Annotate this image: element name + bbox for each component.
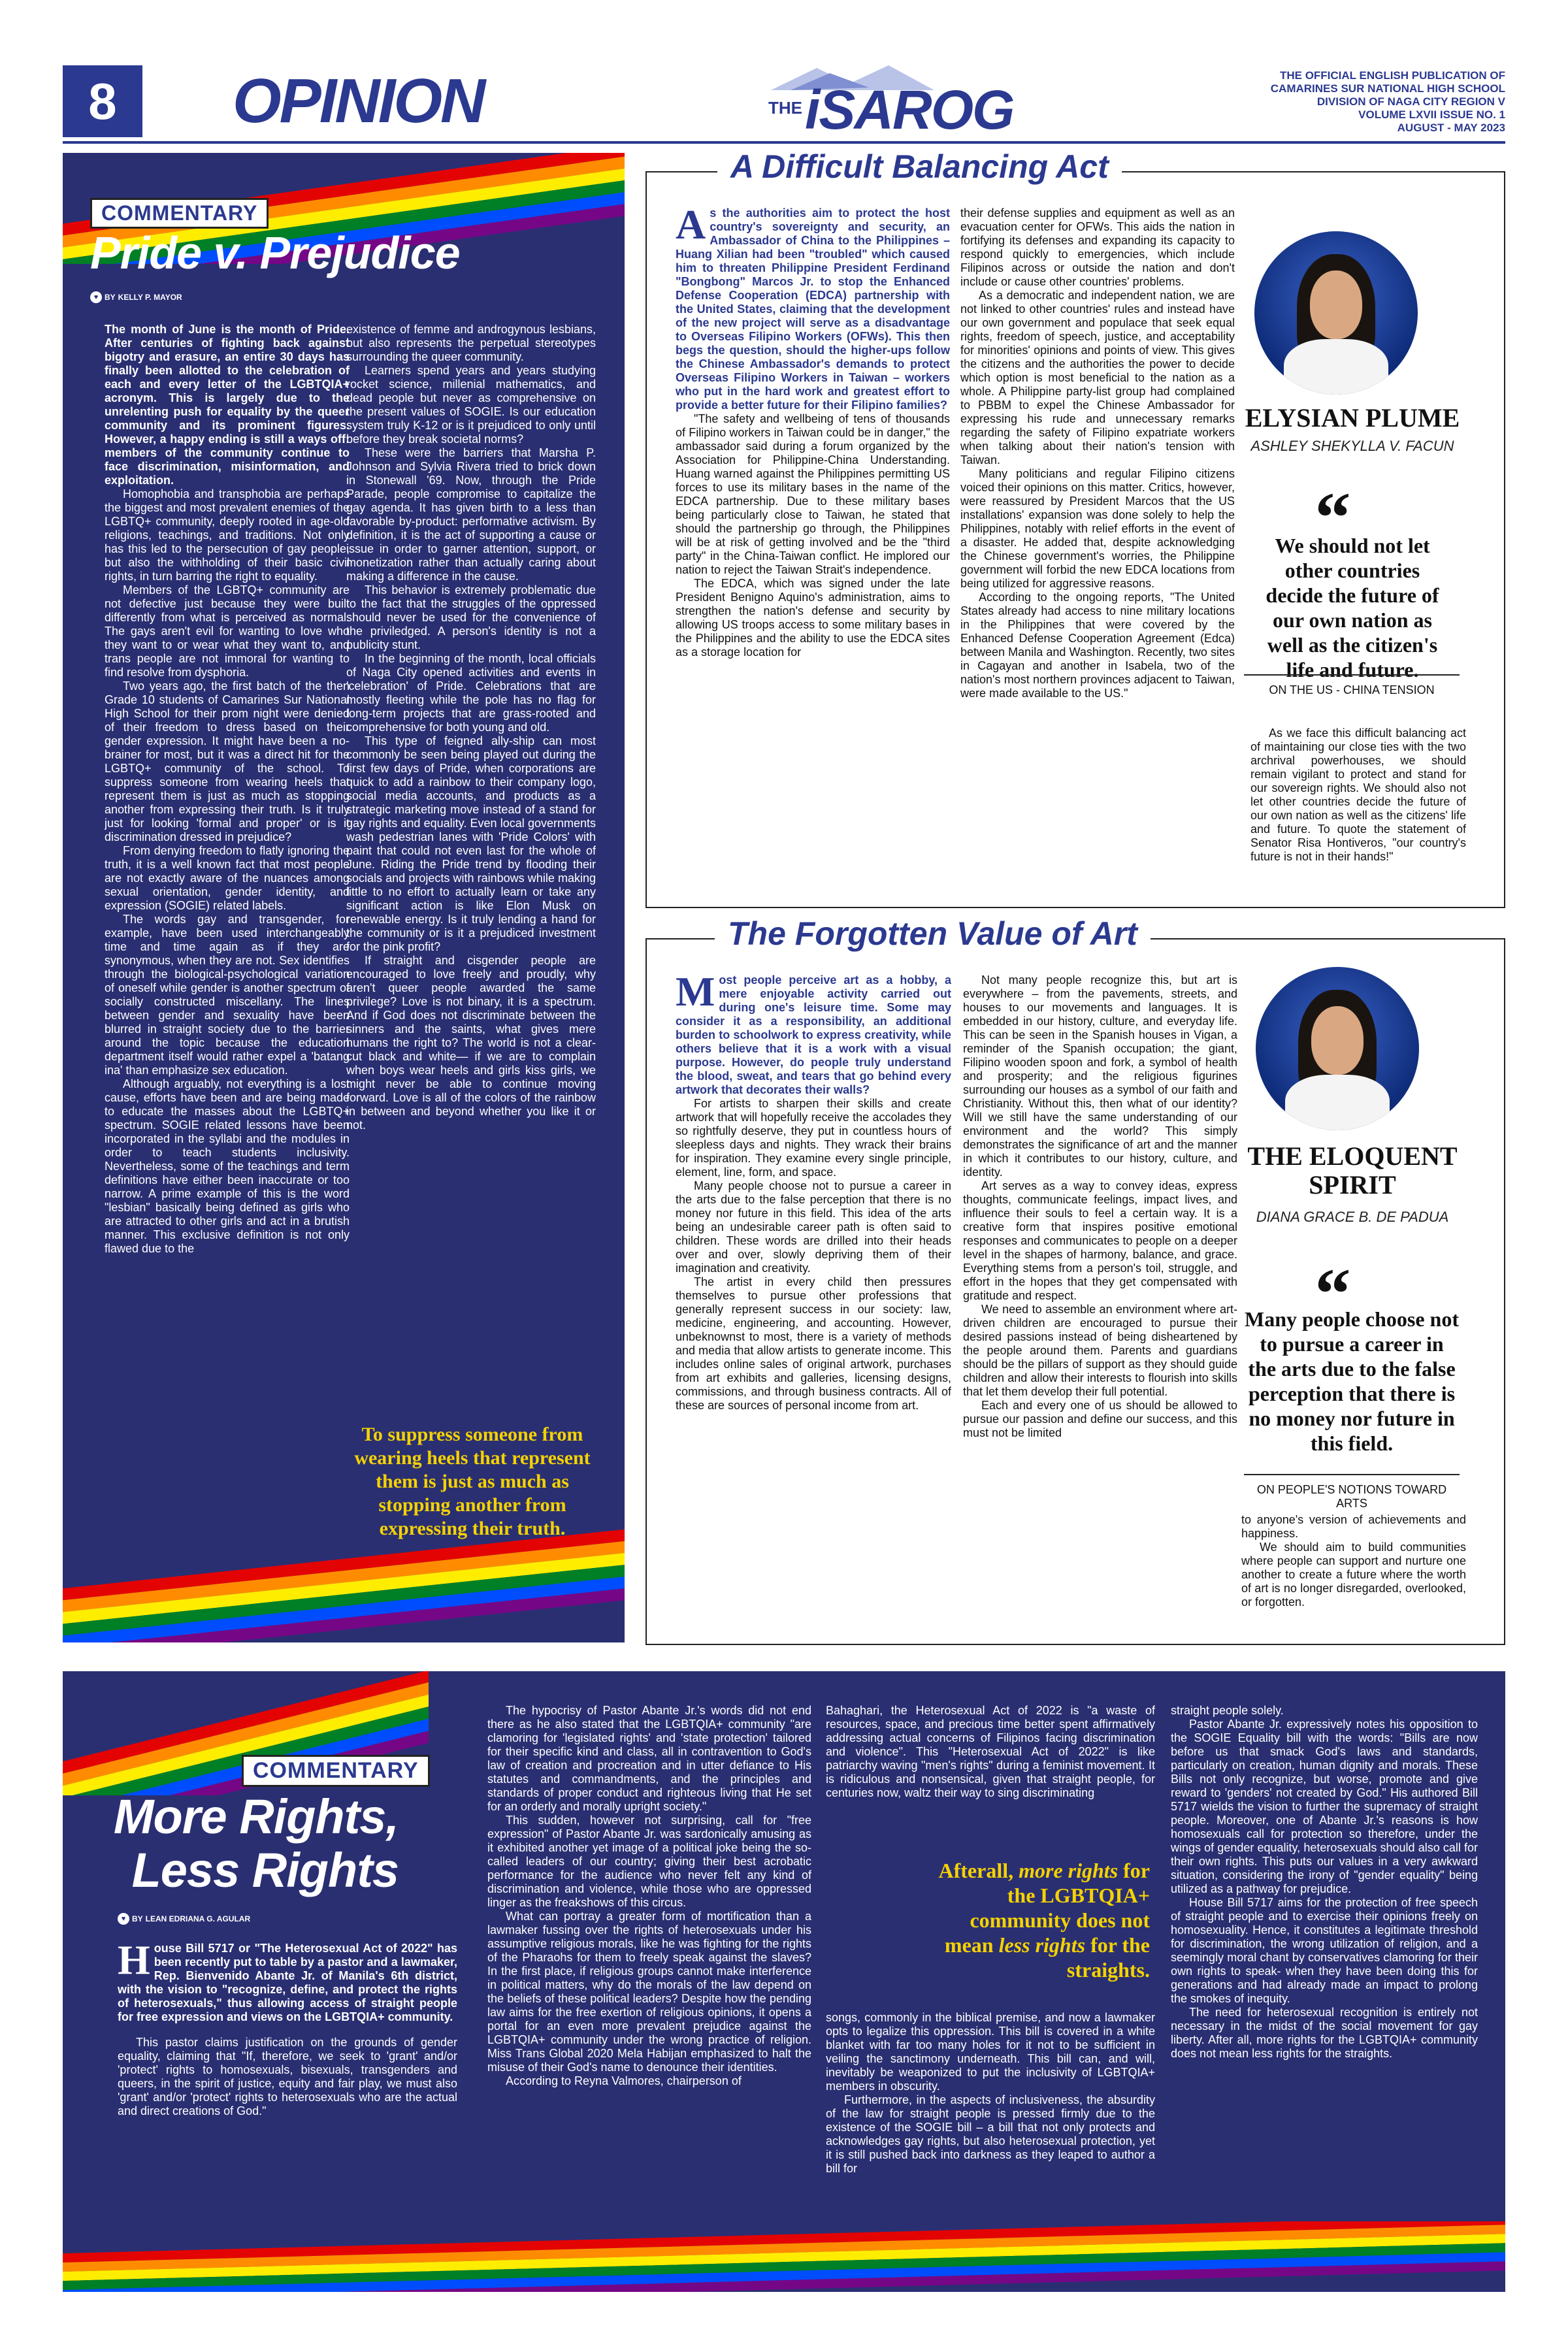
paragraph: As we face this difficult balancing act of maintaining our close ties with the two archrival powerhouses, we should remain vigilant to protect and stand for our sovereign rights. We should also not let other countries decide the future of our own nation as well as the citizens' life and future. To quote the statement of Senator Risa Hontiveros, "our country's future is not in their hands!"	[1250, 727, 1466, 863]
paragraph: their defense supplies and equipment as well as an evacuation center for OFWs. This aids the nation in fortifying its defenses and expanding its capacity to respond quickly to emergencies, which include Filipinos across or outside the nation and don't include or cause other countries' problems.	[960, 206, 1235, 288]
rights-column-2	[487, 1704, 811, 2220]
balance-column-1	[676, 206, 950, 899]
logo-the: THE	[768, 98, 802, 118]
paragraph: From denying freedom to flatly ignoring the truth, it is a well known fact that most people are not exactly aware of the nuances among sexual orientation, gender identity, and expression (SOGIE) related labels.	[105, 844, 350, 912]
rights-byline	[118, 1913, 250, 1925]
rainbow-bottom	[63, 2221, 1505, 2292]
paragraph: Many politicians and regular Filipino citizens voiced their opinions on this matter. Critics, however, were reassured by President Marcos that the US installations' expansion was done solely to help the Philippines, notably with relief efforts in the event of a disaster. He added that, despite acknowledging the Chinese government's worries, the Philippine government will forbid the new EDCA locations from being utilized for aggressive reasons.	[960, 467, 1235, 590]
rights-column-3b	[826, 2011, 1155, 2220]
art-column-2	[963, 973, 1237, 1637]
byline-author: KELLY P. MAYOR	[118, 293, 182, 302]
pub-line: THE OFFICIAL ENGLISH PUBLICATION OF	[1279, 69, 1505, 82]
logo-text: iSAROG	[805, 79, 1014, 140]
paragraph: existence of femme and androgynous lesbians, but also represents the perpetual stereotypes surrounding the queer community.	[346, 323, 596, 363]
pull-text: for the straights.	[1066, 1933, 1150, 1982]
paragraph: What can portray a greater form of mortification than a lawmaker fussing over the rights of heterosexuals under his assumptive religious morals, like he was fighting for the rights of the Pharaohs for them to freely speak against the slaves? In the first place, if religious groups cannot make interference in political matters, why do the morals of the law depend on the beliefs of these political leaders? Despite how the pending law aims for the free exertion of religious opinions, it opens a portal for an even more prevalent prejudice against the LGBTQIA+ community under the wrong practice of religion. Miss Trans Global 2020 Mela Habijan emphasized to halt the misuse of their God's name to denounce their identities.	[487, 1910, 811, 2074]
paragraph: Although arguably, not everything is a lost cause, efforts have been and are being made to educate the masses about the LGBTQ+ spectrum. SOGIE related lessons have been incorporated in the syllabi and the modules in order to teach students inclusivity. Nevertheless, some of the teachings and term definitions have either been inaccurate or too narrow. A prime example of this is the word "lesbian" basically being defined as girls who are attracted to other girls and act in a brutish manner. This exclusive definition is not only flawed due to the	[105, 1077, 350, 1255]
pull-emphasis: more rights	[1019, 1859, 1119, 1882]
quote-label: ON PEOPLE'S NOTIONS TOWARD ARTS	[1256, 1483, 1447, 1510]
paragraph: "The safety and wellbeing of tens of thousands of Filipino workers in Taiwan could be in danger," the ambassador said during a forum organized by the Association for Philippine-China Understanding. Huang warned against the Philippines permitting US forces to use its military bases in the name of the EDCA partnership. Due to these military bases being particularly close to Taiwan, he stated that should the partnership go through, the Philippines will be at risk of getting involved and be the "third party" in the China-Taiwan conflict. He implored our nation to reject the Taiwan Strait's independence.	[676, 412, 950, 576]
pub-line: DIVISION OF NAGA CITY REGION V	[1316, 95, 1505, 108]
commentary-tag: COMMENTARY	[242, 1755, 430, 1787]
paragraph: songs, commonly in the biblical premise, and now a lawmaker opts to legalize this oppression. This bill is covered in a white blanket with far too many holes for it not to be sufficient in veiling the sanctimony underneath. This bill can, and will, inevitably be weaponized to put the inclusivity of LGBTQIA+ members in obscurity.	[826, 2011, 1155, 2093]
balance-column-3	[1250, 727, 1466, 903]
paragraph: straight people solely.	[1171, 1704, 1284, 1717]
paragraph: We need to assemble an environment where art-driven children are encouraged to pursue their desired passions instead of being disheartened by the people around them. Parents and guardians should be the pillars of support as they should guide children and allow their interests to flourish into skills that let them develop their full potential.	[963, 1303, 1237, 1398]
paragraph: According to Reyna Valmores, chairperson of	[506, 2074, 742, 2087]
art-pull-quote: Many people choose not to pursue a career in the arts due to the false perception that there is no money nor future in this field.	[1245, 1307, 1459, 1455]
art-lead: ost people perceive art as a hobby, a mere enjoyable activity carried out during one's leisure time. Some may consider it as a responsibility, an additional burden to schoolwork to express creativity, while others believe that it is a work with a visual purpose. However, do people truly understand the blood, sweat, and tears that go behind every artwork that decorates their walls?	[676, 973, 951, 1096]
pride-column-2	[346, 323, 596, 1407]
pride-byline	[90, 291, 182, 303]
rights-lead: ouse Bill 5717 or "The Heterosexual Act of 2022" has been recently put to table by a pastor and a lawmaker, Rep. Bienvenido Abante Jr. of Manila's 6th district, with the vision to "recognize, define, and protect the rights of heterosexuals," thus allowing access of straight people for free expression and views on the LGBTQIA+ community.	[118, 1942, 457, 2023]
pull-text: Afterall,	[938, 1859, 1019, 1882]
pride-headline: Pride v. Prejudice	[90, 227, 460, 278]
paragraph: Two years ago, the first batch of the then Grade 10 students of Camarines Sur National High School for their prom night were denied of their freedom to dress based on their gender expression. It might have been a no-brainer for most, but it was a direct hit for the LGBTQ+ community of the school. To suppress someone from wearing heels that represent them is just as much as stopping another from expressing their truth. Is it truly just for looking 'formal and proper' or is it discrimination dressed in prejudice?	[105, 679, 350, 843]
columnist-author: ASHLEY SHEKYLLA V. FACUN	[1250, 438, 1454, 454]
columnist-name: ELYSIAN PLUME	[1245, 403, 1460, 433]
columnist-name: THE ELOQUENT SPIRIT	[1247, 1141, 1458, 1200]
balance-column-2	[960, 206, 1235, 899]
columnist-photo	[1256, 967, 1419, 1130]
paragraph: This sudden, however not surprising, call for "free expression" of Pastor Abante Jr. was sardonically amusing as it exhibited another yet image of a political joke being the so-called leaders of our country; giving their best acrobatic performance for the audience who never felt any kind of discrimination and violence, while those who are oppressed linger as the freakshows of this circus.	[487, 1814, 811, 1909]
pride-pull-quote: To suppress someone from wearing heels that represent them is just as much as stopping another from expressing their truth.	[354, 1424, 591, 1539]
paragraph: Pastor Abante Jr. expressively notes his opposition to the SOGIE Equality bill with the words: "Bills are now before us that smack God's laws and standards, particularly on creation, human dignity and morals. These Bills not only recognize, but worse, promote and give reward to 'genders' not created by God." His authored Bill 5717 wields the vision to further the supremacy of straight people. Moreover, one of Abante Jr.'s reasons is how homosexuals call for protection so therefore, under the wings of gender equality, heterosexuals should also call for their own rights. This puts our values in a very awkward situation, considering the irony of "gender equality" being utilized as a pathway for prejudice.	[1171, 1718, 1478, 1895]
rights-column-4	[1171, 1704, 1478, 2220]
pub-line: CAMARINES SUR NATIONAL HIGH SCHOOL	[1270, 82, 1505, 95]
columnist-photo	[1254, 231, 1418, 395]
paragraph: House Bill 5717 aims for the protection of free speech of straight people and to exercise their opinions freely on homosexuality. Hence, it constitutes a legitimate threshold for discrimination, the wrong utilization of religion, and a seemingly moral chant by conservatives clamoring for their own rights to speak- when they have been doing this for generations and had already made an impact to prolong the smokes of inequity.	[1171, 1896, 1478, 2005]
header-rule	[63, 141, 1505, 144]
pub-line: VOLUME LXVII ISSUE NO. 1	[1358, 108, 1505, 121]
paragraph: to anyone's version of achievements and happiness.	[1241, 1513, 1466, 1540]
quote-label: ON THE US - CHINA TENSION	[1269, 683, 1435, 696]
heart-icon: ♥	[90, 291, 102, 303]
paragraph: According to the ongoing reports, "The United States already had access to nine military locations in the Philippines that were covered by the Enhanced Defense Cooperation Agreement (Edca) between Manila and Washington. Recently, two sites in Cagayan and another in Isabela, two of the nation's most northern provinces adjacent to Taiwan, were made available to the US."	[960, 591, 1235, 700]
art-title: The Forgotten Value of Art	[715, 915, 1151, 953]
paragraph: Members of the LGBTQ+ community are not defective just because they were built differently from what is perceived as normal. The gays aren't evil for wanting to love who they want to or wear what they want to, and trans people are not immoral for wanting to find resolve from dysphoria.	[105, 583, 350, 679]
paragraph: In the beginning of the month, local officials of Naga City opened activities and events in 'celebration' of Pride. Celebrations that are mostly fleeting while the pole has no flag for long-term projects that are grass-rooted and comprehensive for both young and old.	[346, 652, 596, 734]
byline-prefix: BY	[105, 293, 116, 302]
heart-icon: ♥	[118, 1913, 129, 1925]
paragraph: The artist in every child then pressures themselves to pursue other professions that generally represent success in our society: law, medicine, engineering, and accounting. However, unbeknownst to most, there is a variety of methods and media that allow artists to generate income. This includes online sales of original artwork, purchases from art exhibits and galleries, licensing designs, commissions, and through business contracts. All of these are sources of personal income from art.	[676, 1275, 951, 1412]
paragraph: Homophobia and transphobia are perhaps the biggest and most prevalent enemies of the LGBTQ+ community, deeply rooted in age-old religions, teachings, and traditions. Not only has this led to the persecution of gay people, but also the withholding of their basic civil rights, in turn barring the right to equality.	[105, 487, 350, 583]
publication-info	[1271, 69, 1505, 135]
pull-emphasis: less rights	[998, 1933, 1086, 1957]
paragraph: Many people choose not to pursue a career in the arts due to the false perception that there is no money nor future in this field. This idea of the arts being an undesirable career path is often said to children. These words are drilled into their heads over and over, slowly depriving them of their imagination and creativity.	[676, 1179, 951, 1275]
pull-text: for the LGBTQIA+ community does not mean	[944, 1859, 1150, 1957]
paragraph: For artists to sharpen their skills and create artwork that will hopefully receive the accolades they so rightfully deserve, they put in countless hours of sleepless days and nights. They wrack their brains for inspiration. They examine every single principle, element, line, form, and space.	[676, 1097, 951, 1179]
pride-column-1	[105, 323, 350, 1629]
balance-pull-quote: We should not let other countries decide the future of our own nation as well as the citizen's life and future.	[1266, 534, 1439, 681]
page-number: 8	[63, 65, 142, 137]
rights-headline-line1: More Rights,	[113, 1789, 399, 1844]
paragraph: The EDCA, which was signed under the late President Benigno Aquino's administration, aims to strengthen the nation's defense and security by allowing US troops access to some military bases in the Philippines and the ability to use the EDCA sites as a storage location for	[676, 577, 950, 659]
byline-prefix: BY	[132, 1914, 143, 1923]
section-title: OPINION	[233, 66, 484, 136]
art-column-1	[676, 973, 951, 1637]
dropcap: M	[676, 973, 715, 1015]
paragraph: Art serves as a way to convey ideas, express thoughts, communicate feelings, impact lives, and influence their souls to feel a certain way. It is a creative form that inspires positive emotional responses and communicates to people on a deeper level in the shapes of harmony, balance, and grace. Everything stems from a person's toil, struggle, and effort in the hopes that they get compensated with gratitude and respect.	[963, 1179, 1237, 1302]
paragraph: This behavior is extremely problematic due to the fact that the struggles of the oppressed should never be used for the convenience of the priviledged. A person's identity is not a publicity stunt.	[346, 583, 596, 651]
quote-icon: “	[1315, 1254, 1351, 1333]
balance-lead: s the authorities aim to protect the host country's sovereignty and security, an Ambassador of China to the Philippines – Huang Xilian had been "troubled" which caused him to threaten Philippine President Ferdinand "Bongbong" Marcos Jr. to stop the Enhanced Defense Cooperation (EDCA) partnership with the United States, claiming that the development of the new project will serve as a disadvantage to Overseas Filipino Workers (OFWs). This then begs the question, should the higher-ups follow the Chinese Ambassador's demands to protect Overseas Filipino Workers in Taiwan – workers who put in the hard work and greatest effort to provide a better future for their Filipino families?	[676, 206, 950, 412]
paragraph: Bahaghari, the Heterosexual Act of 2022 is "a waste of resources, space, and precious time better spent affirmatively addressing actual concerns of Filipinos facing discrimination and violence". This "Heterosexual Act of 2022" is like patriarchy waving "men's rights" during a feminist movement. It is ridiculous and nonsensical, given that straight people, for centuries now, waltz their way to sing discriminating	[826, 1704, 1155, 1799]
quote-icon: “	[1315, 478, 1351, 557]
paragraph: The words gay and transgender, for example, have been used interchangeably time and time again as if they are synonymous, when they are not. Sex identifies through the biological-psychological variation of oneself while gender is another spectrum of socially constructed miscellany. The lines between gender and sexuality have been blurred in straight society due to the barrier around the topic because the education department itself would rather expel a 'batang ina' than emphasize sex education.	[105, 913, 350, 1077]
pub-line: AUGUST - MAY 2023	[1397, 122, 1505, 134]
pride-lead: The month of June is the month of Pride. After centuries of fighting back against bigotry and erasure, an entire 30 days has finally been allotted to the celebration of each and every letter of the LGBTQIA+ acronym. This is largely due to the unrelenting push for equality by the queer community and its prominent figures. However, a happy ending is still a ways off: members of the community continue to face discrimination, misinformation, and exploitation.	[105, 323, 350, 487]
paragraph: This type of feigned ally-ship can most commonly be seen being played out during the first few days of Pride, when corporations are quick to add a rainbow to their company logo, social media accounts, and products as a strategic marketing move instead of a stand for gay rights and equality. Even local governments wash pedestrian lanes with 'Pride Colors' with paint that could not even last for the whole of June. Riding the Pride trend by flooding their socials and projects with rainbows while making little to no effort to actually learn or take any significant action is like Elon Musk on renewable energy. Is it truly lending a hand for the community or is it a prejudiced investment for the pink profit?	[346, 734, 596, 953]
paragraph: Learners spend years and years studying rocket science, millenial mathematics, and dead people but never as comprehensive on the present values of SOGIE. Is our education system truly K-12 or is it prejudiced to only until before they break societal norms?	[346, 364, 596, 446]
paragraph: This pastor claims justification on the grounds of gender equality, claiming that "If, therefore, we seek to 'grant' and/or 'protect' rights to homosexuals, bisexuals, transgenders and queers, in the spirit of justice, equity and fair play, we must also 'grant' and/or 'protect' rights to heterosexuals who are the actual and direct creations of God."	[118, 2036, 457, 2117]
paragraph: Furthermore, in the aspects of inclusiveness, the absurdity of the law for straight people is pressed firmly due to the existence of the SOGIE bill – a bill that not only protects and acknowledges gay rights, but also heterosexual protection, yet it is still pushed back into darkness as they leaped to author a bill for	[826, 2093, 1155, 2175]
commentary-tag: COMMENTARY	[90, 198, 269, 229]
paragraph: We should aim to build communities where people can support and nurture one another to create a future where the worth of art is no longer disregarded, overlooked, or forgotten.	[1241, 1541, 1466, 1609]
balance-title: A Difficult Balancing Act	[717, 148, 1122, 186]
columnist-author: DIANA GRACE B. DE PADUA	[1256, 1209, 1449, 1225]
rights-headline-line2: Less Rights	[131, 1843, 399, 1897]
paragraph: The need for heterosexual recognition is entirely not necessary in the midst of the social movement for gay liberty. After all, more rights for the LGBTQIA+ community does not mean less rights for the straights.	[1171, 2006, 1478, 2060]
dropcap: A	[676, 206, 706, 248]
rights-pull-quote	[928, 1858, 1150, 1982]
paragraph: Each and every one of us should be allowed to pursue our passion and define our success, and this must not be limited	[963, 1399, 1237, 1439]
divider	[1244, 674, 1460, 676]
art-column-3	[1241, 1513, 1466, 1637]
paragraph: As a democratic and independent nation, we are not linked to other countries' rules and instead have our own government and populace that seek equal rights, freedom of speech, justice, and acceptability for minorities' opinions and points of view. This gives the citizens and the authorities the power to decide which option is most beneficial to the nation as a whole. A Philippine party-list group had complained to PBBM to expel the Chinese Ambassador for expressing his rude and unnecessary remarks regarding the safety of Filipino expatriate workers when talking about their nation's tension with Taiwan.	[960, 289, 1235, 466]
dropcap: H	[118, 1942, 150, 1983]
paragraph: These were the barriers that Marsha P. Johnson and Sylvia Rivera tried to brick down in Stonewall '69. Now, through the Pride Parade, people compromise to capitalize the gay agenda. It has given birth to a less than favorable by-product: performative activism. By definition, it is the act of supporting a cause or issue in order to garner attention, support, or monetization rather than actually caring about making a difference in the cause.	[346, 446, 596, 583]
byline-author: LEAN EDRIANA G. AGULAR	[145, 1914, 251, 1923]
paragraph: Not many people recognize this, but art is everywhere – from the pavements, streets, and houses to our movements and languages. It is embedded in our history, culture, and everyday life. This can be seen in the Spanish houses in Vigan, a reminder of the Spanish occupation; the giant, Filipino wooden spoon and fork, a symbol of health and prosperity; and the religious figurines surrounding our houses as a symbol of our faith and Christianity. Without this, then what of our identity? Will we still have the same understanding of our environment and the world? This simply demonstrates the significance of art and the manner in which it contributes to our history, culture, and identity.	[963, 973, 1237, 1179]
divider	[1244, 1474, 1460, 1475]
paragraph: The hypocrisy of Pastor Abante Jr.'s words did not end there as he also stated that the LGBTQIA+ community "are clamoring for 'legislated rights' and 'state protection' tailored for their specific kind and class, all in contravention to God's law of creation and procreation and in utter defiance to His statutes and commandments, and the principles and standards of proper conduct and righteous living that He set for an orderly and morally upright society."	[487, 1704, 811, 1813]
rights-column-3a	[826, 1704, 1155, 1854]
paragraph: If straight and cisgender people are encouraged to love freely and proudly, why aren't queer people awarded the same privilege? Love is not binary, it is a spectrum. And if God does not discriminate between the sinners and the saints, what gives mere humans the right to? The world is not a clear-cut black and white— if we are to complain when boys wear heels and girls kiss girls, we might never be able to continue moving forward. Love is all of the colors of the rainbow in between and beyond whether you like it or not.	[346, 954, 596, 1132]
rights-column-1	[118, 1942, 457, 2216]
